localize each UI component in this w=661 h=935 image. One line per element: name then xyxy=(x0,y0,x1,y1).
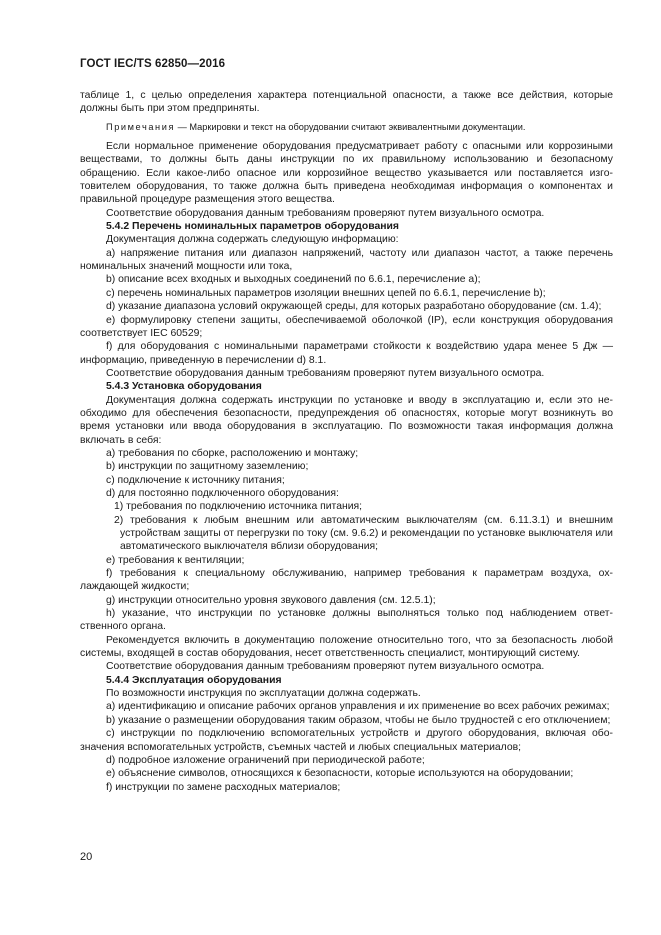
page-number: 20 xyxy=(80,851,93,863)
sub-list-item: 1) требования по подключению источника питания; xyxy=(114,501,363,513)
paragraph: a) напряжение питания или диапазон напряжений, частоту или диапазон частот, а также перечень номинальных значений мощности или тока, xyxy=(80,247,613,273)
paragraph: Рекомендуется включить в документацию положение относительно того, что за безопасность любой системы, входящей в состав оборудования, несет ответственность специалист, монтирующий систему. xyxy=(80,634,613,660)
document-header: ГОСТ IEC/TS 62850—2016 xyxy=(80,58,226,70)
paragraph: a) идентификацию и описание рабочих органов управления и их применение во всех рабочих режимах; xyxy=(106,701,610,713)
note-paragraph xyxy=(80,121,613,134)
paragraph: b) описание всех входных и выходных соединений по 6.6.1, перечисление a); xyxy=(106,274,481,286)
note-text: — Маркировки и текст на оборудовании считают эквивалентными документации. xyxy=(175,121,526,132)
paragraph: Если нормальное применение оборудования предусматривает работу с опасными или коррозиными веществами, то должны быть даны инструкции по их правильному использованию и безопасному обращению. Если какое-либо опасное или коррозийное вещество указывается или поставляется изготовителем оборудования, то также должна быть приведена необходимая информация о компонентах и правильной процедуре размещения этого вещества. xyxy=(80,141,613,206)
paragraph: f) требования к специальному обслуживанию, например требования к параметрам воздуха, охлаждающей жидкости; xyxy=(80,568,613,593)
paragraph: e) требования к вентиляции; xyxy=(106,554,245,566)
paragraph: h) указание, что инструкции по установке должны выполняться только под наблюдением ответственного органа. xyxy=(80,608,613,633)
paragraph: c) подключение к источнику питания; xyxy=(106,474,285,486)
paragraph: a) требования по сборке, расположению и монтажу; xyxy=(106,447,359,459)
paragraph: f) для оборудования с номинальными параметрами стойкости к воздействию удара менее 5 Дж — информацию, приведенную в перечислении d) 8.1. xyxy=(80,341,613,366)
sub-list-item: 2) требования к любым внешним или автоматическим выключателям (см. 6.11.3.1) и внешним устройствам защиты от перегрузки по току (см. 9.6.2) и рекомендации по установке выключателя или автоматического выключателя вблизи оборудования; xyxy=(114,514,613,553)
paragraph: Соответствие оборудования данным требованиям проверяют путем визуального осмотра. xyxy=(106,661,545,673)
paragraph: e) формулировку степени защиты, обеспечиваемой оболочкой (IP), если конструкция оборудования соответствует IEC 60529; xyxy=(80,314,613,339)
document-body xyxy=(80,89,613,794)
section-heading: 5.4.2 Перечень номинальных параметров оборудования xyxy=(106,221,399,233)
section-heading: 5.4.4 Эксплуатация оборудования xyxy=(106,674,282,686)
paragraph: d) подробное изложение ограничений при периодической работе; xyxy=(106,754,425,766)
paragraph: По возможности инструкция по эксплуатации должна содержать. xyxy=(106,688,421,700)
paragraph: g) инструкции относительно уровня звукового давления (см. 12.5.1); xyxy=(106,594,436,606)
paragraph: b) указание о размещении оборудования таким образом, чтобы не было трудностей с его отключением; xyxy=(106,714,611,726)
paragraph: Соответствие оборудования данным требованиям проверяют путем визуального осмотра. xyxy=(106,207,545,219)
paragraph: b) инструкции по защитному заземлению; xyxy=(106,461,309,473)
paragraph: Соответствие оборудования данным требованиям проверяют путем визуального осмотра. xyxy=(106,367,545,379)
paragraph: Документация должна содержать инструкции по установке и вводу в эксплуатацию и, если это необходимо для обеспечения безопасности, предупреждения об опасностях, которые могут возникнуть во время установки или ввода оборудования в эксплуатацию. По возможности такая информация должна включать в себя: xyxy=(80,394,613,446)
paragraph: c) инструкции по подключению вспомогательных устройств и другого оборудования, включая обозначения вспомогательных устройств, съемных частей и любых специальных материалов; xyxy=(80,728,613,753)
paragraph: таблице 1, с целью определения характера потенциальной опасности, а также все действия, которые должны быть при этом предприняты. xyxy=(80,90,613,115)
paragraph: f) инструкции по замене расходных материалов; xyxy=(106,781,341,793)
paragraph: d) для постоянно подключенного оборудования: xyxy=(106,487,339,499)
paragraph: e) объяснение символов, относящихся к безопасности, которые используются на оборудовании; xyxy=(106,768,574,780)
section-heading: 5.4.3 Установка оборудования xyxy=(106,381,262,393)
note-label: Примечания xyxy=(106,121,176,132)
paragraph: d) указание диапазона условий окружающей среды, для которых разработано оборудование (см. 1.4); xyxy=(106,301,602,313)
paragraph: c) перечень номинальных параметров изоляции внешних цепей по 6.6.1, перечисление b); xyxy=(106,287,546,299)
document-page xyxy=(80,58,613,794)
paragraph: Документация должна содержать следующую информацию: xyxy=(106,234,399,246)
